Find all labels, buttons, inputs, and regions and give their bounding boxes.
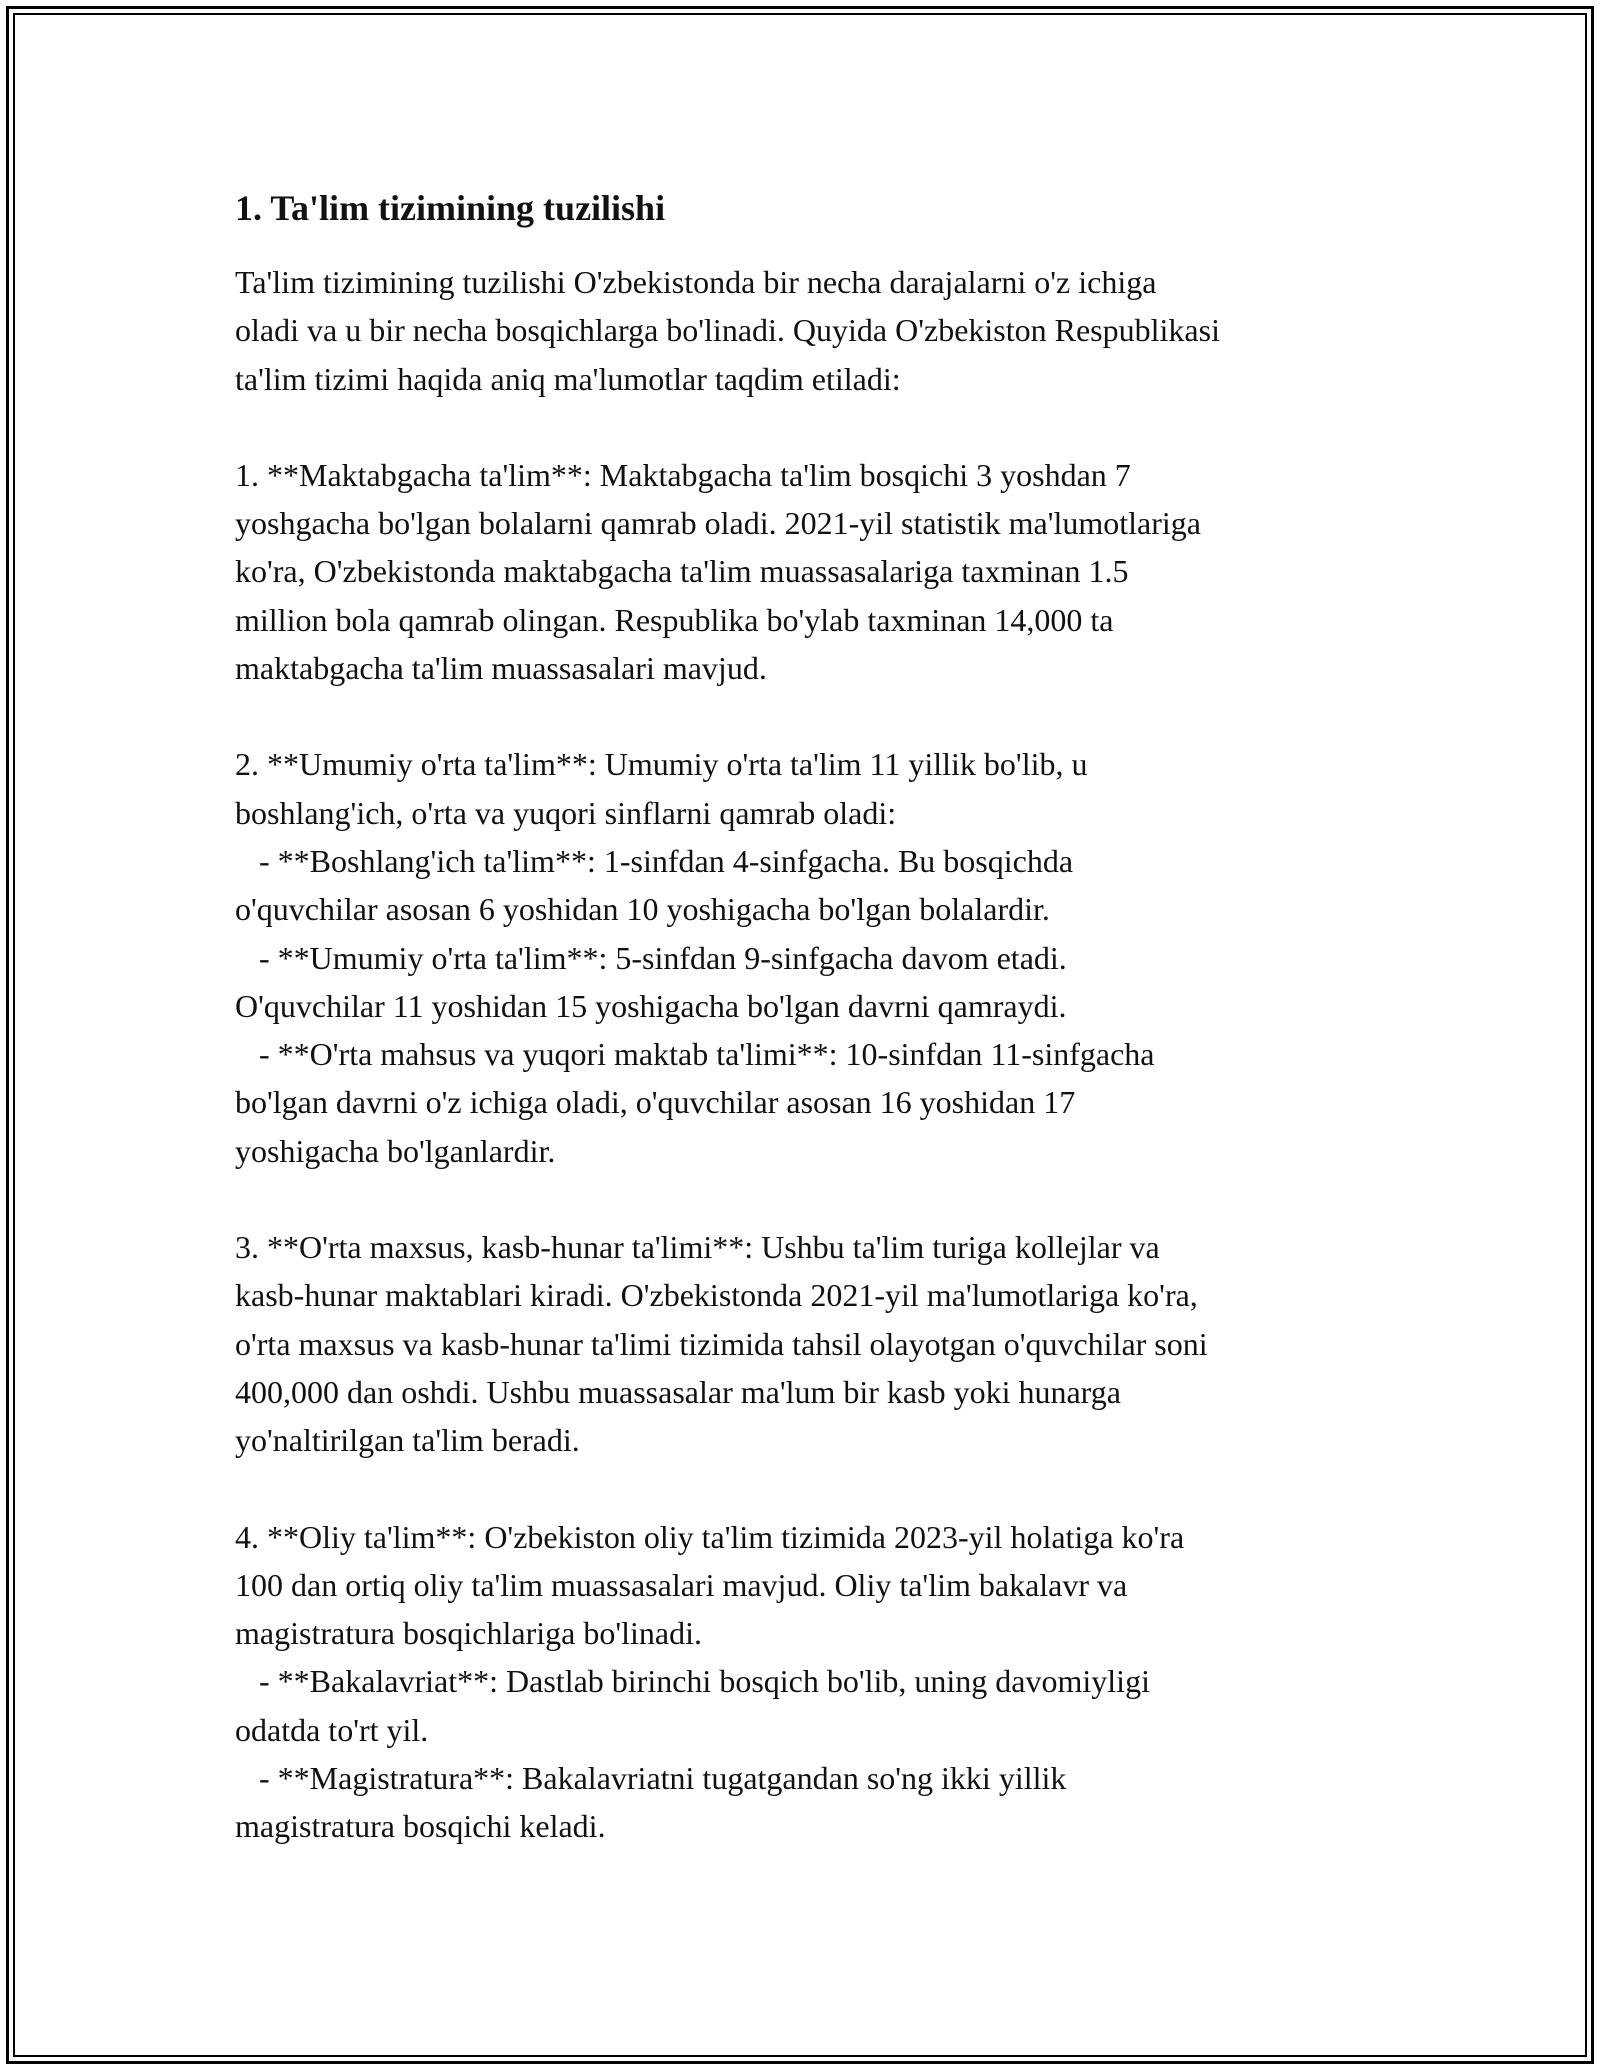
general-secondary-paragraph: 2. **Umumiy o'rta ta'lim**: Umumiy o'rta ta'lim 11 yillik bo'lib, u boshlang'ich, o'rta va yuqori sinflarni qamrab oladi: - **Boshlang'ich ta'lim**: 1-sinfdan 4-sinfgacha. Bu bosqichda o'quvchilar asosan 6 yoshidan 10 yoshigacha bo'lgan bolalardir. - **Umumiy o'rta ta'lim**: 5-sinfdan 9-sinfgacha davom etadi. O'quvchilar 11 yoshidan 15 yoshigacha bo'lgan davrni qamraydi. - **O'rta mahsus va yuqori maktab ta'limi**: 10-sinfdan 11-sinfgacha bo'lgan davrni o'z ichiga oladi, o'quvchilar asosan 16 yoshidan 17 yoshigacha bo'lganlardir. <box>235 746 1155 1169</box>
vocational-paragraph: 3. **O'rta maxsus, kasb-hunar ta'limi**: Ushbu ta'lim turiga kollejlar va kasb-hunar maktablari kiradi. O'zbekistonda 2021-yil ma'lumotlariga ko'ra, o'rta maxsus va kasb-hunar ta'limi tizimida tahsil olayotgan o'quvchilar soni 400,000 dan oshdi. Ushbu muassasalar ma'lum bir kasb yoki hunarga yo'naltirilgan ta'lim beradi. <box>235 1229 1208 1459</box>
section-heading: 1. Ta'lim tizimining tuzilishi <box>235 188 666 228</box>
preschool-paragraph: 1. **Maktabgacha ta'lim**: Maktabgacha ta'lim bosqichi 3 yoshdan 7 yoshgacha bo'lgan bolalarni qamrab oladi. 2021-yil statistik ma'lumotlariga ko'ra, O'zbekistonda maktabgacha ta'lim muassasalariga taxminan 1.5 million bola qamrab olingan. Respublika bo'ylab taxminan 14,000 ta maktabgacha ta'lim muassasalari mavjud. <box>235 456 1201 687</box>
document-body <box>235 186 1375 1851</box>
intro-paragraph: Ta'lim tizimining tuzilishi O'zbekistonda bir necha darajalarni o'z ichiga oladi va u bir necha bosqichlarga bo'linadi. Quyida O'zbekiston Respublikasi ta'lim tizimi haqida aniq ma'lumotlar taqdim etiladi: <box>235 264 1220 397</box>
higher-education-paragraph: 4. **Oliy ta'lim**: O'zbekiston oliy ta'lim tizimida 2023-yil holatiga ko'ra 100 dan ortiq oliy ta'lim muassasalari mavjud. Oliy ta'lim bakalavr va magistratura bosqichlariga bo'linadi. - **Bakalavriat**: Dastlab birinchi bosqich bo'lib, uning davomiyligi odatda to'rt yil. - **Magistratura**: Bakalavriatni tugatgandan so'ng ikki yillik magistratura bosqichi keladi. <box>235 1518 1185 1845</box>
